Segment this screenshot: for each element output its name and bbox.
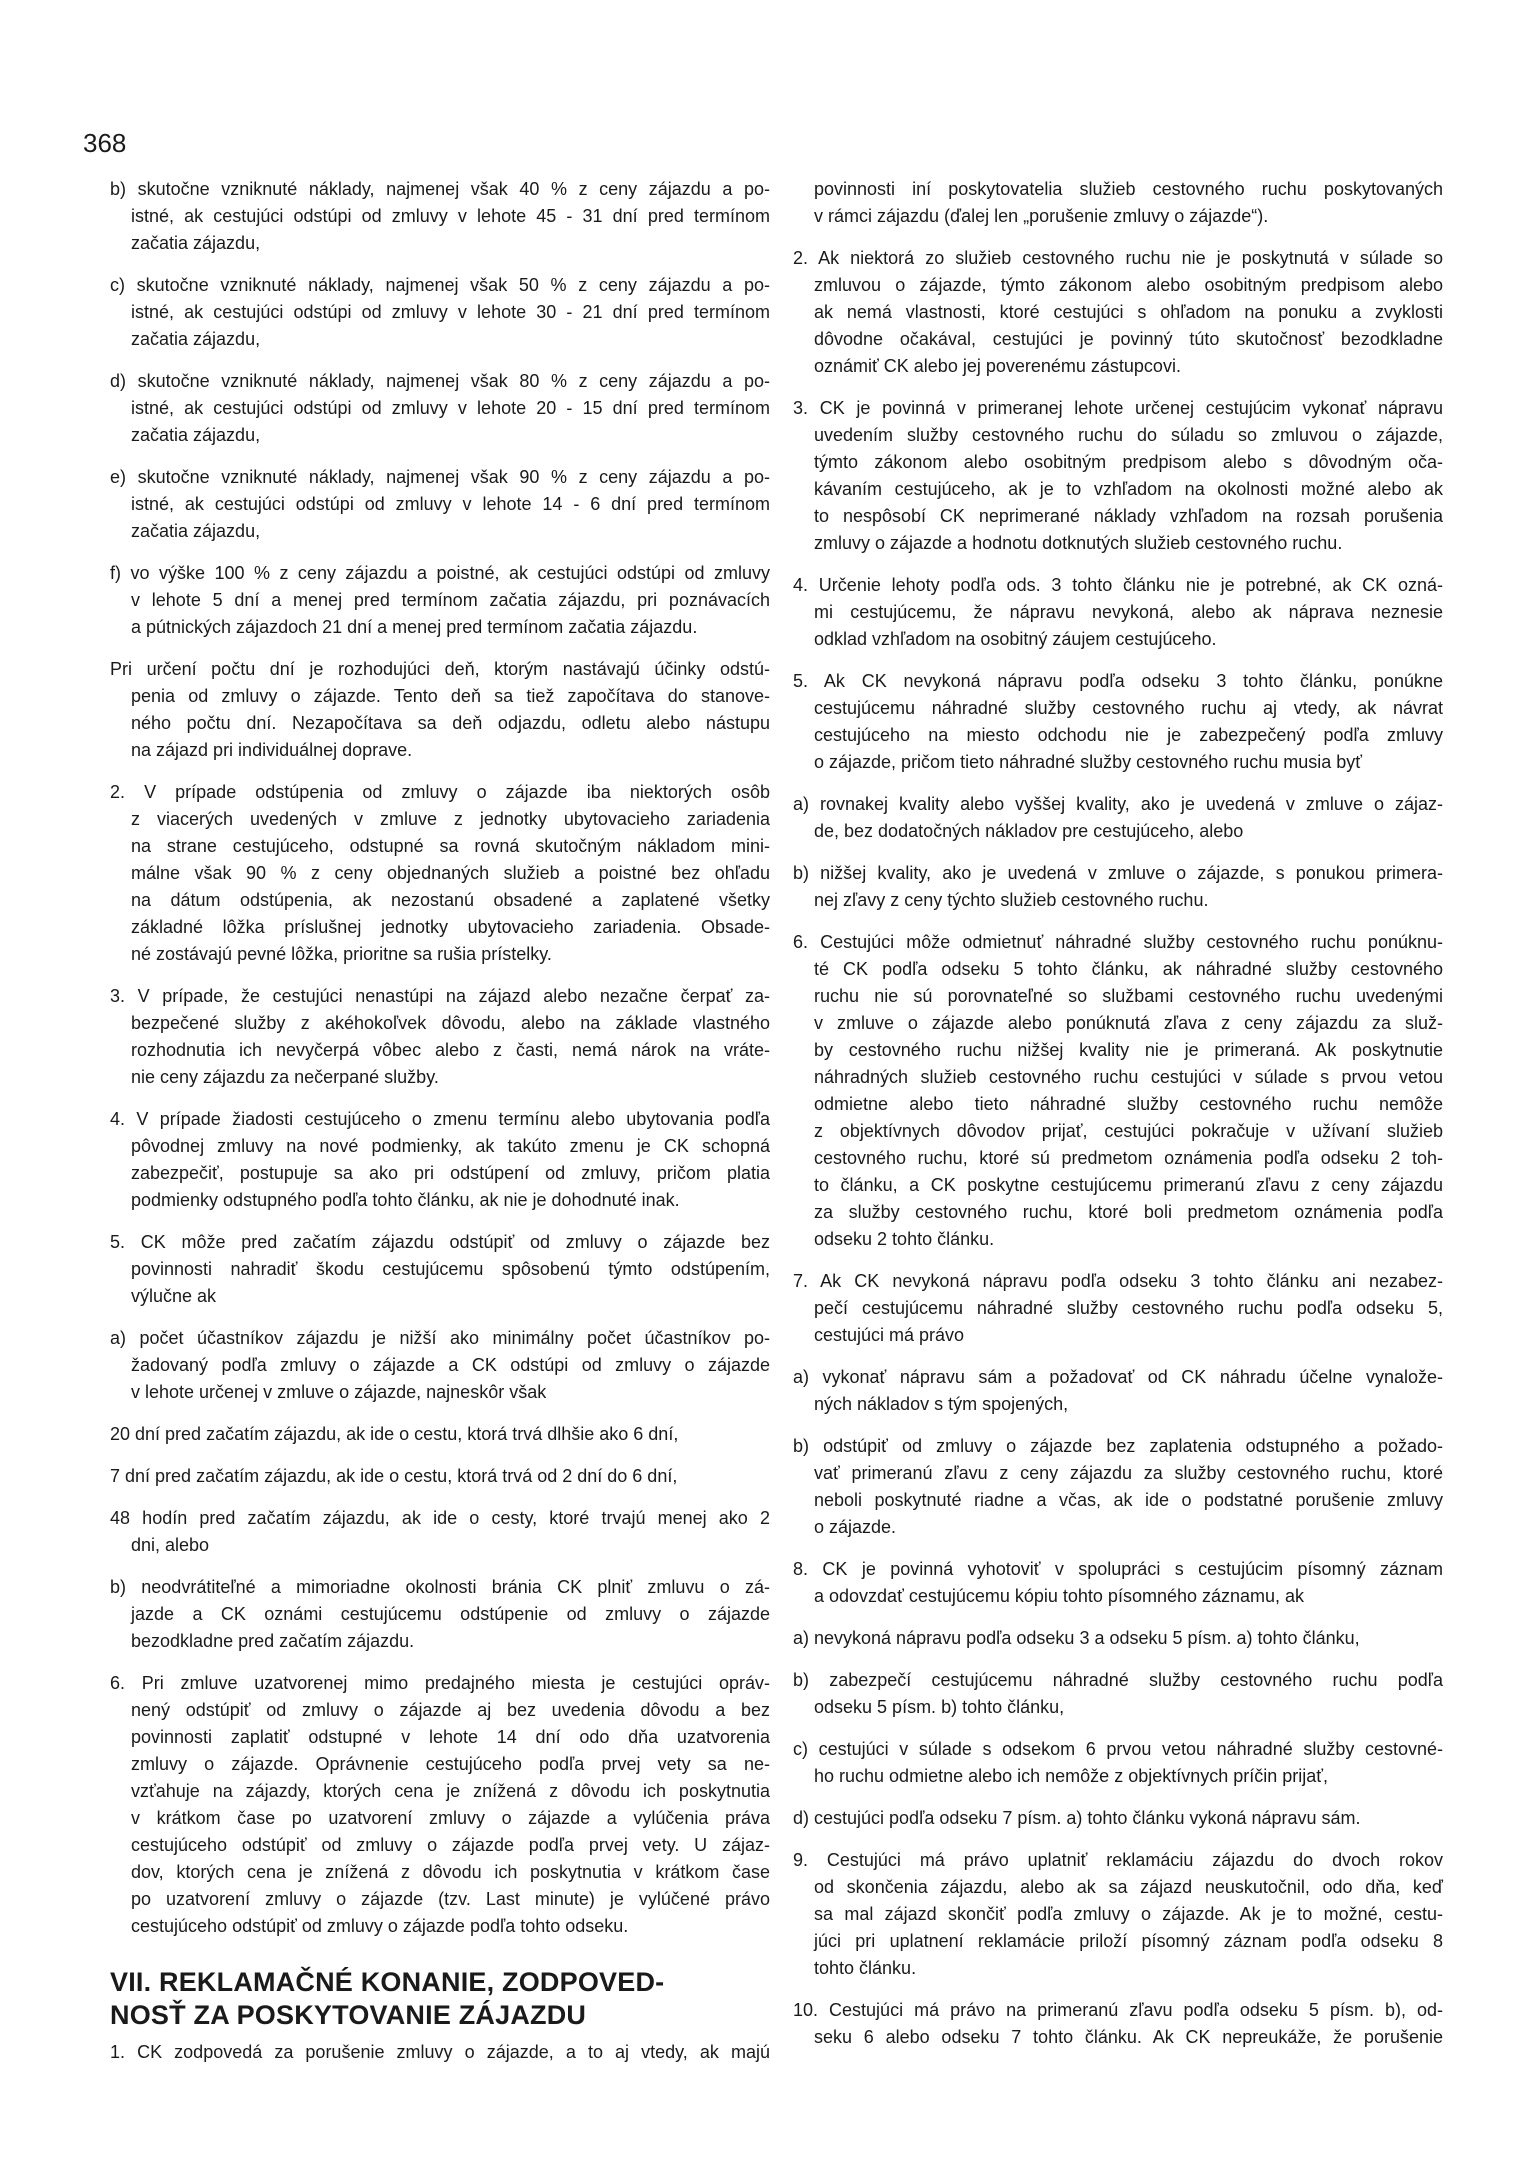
item-vii-4 (793, 572, 1443, 653)
text-line: d) cestujúci podľa odseku 7 písm. a) tohto článku vykoná nápravu sám. (793, 1808, 1361, 1828)
para-7-days (110, 1463, 770, 1490)
text-line: istné, ak cestujúci odstúpi od zmluvy v lehote 20 - 15 dní pred termínom (131, 398, 770, 418)
text-line: mi cestujúcemu, že nápravu nevykoná, alebo ak náprava neznesie (814, 602, 1443, 622)
text-line: istné, ak cestujúci odstúpi od zmluvy v lehote 45 - 31 dní pred termínom (131, 206, 770, 226)
text-line: b) neodvrátiteľné a mimoriadne okolnosti bránia CK plniť zmluvu o zá- (110, 1577, 770, 1597)
text-line: ných nákladov s tým spojených, (814, 1394, 1069, 1414)
text-line: istné, ak cestujúci odstúpi od zmluvy v lehote 30 - 21 dní pred termínom (131, 302, 770, 322)
text-line: 3. V prípade, že cestujúci nenastúpi na zájazd alebo nezačne čerpať za- (110, 986, 770, 1006)
text-line: tohto článku. (814, 1958, 917, 1978)
text-line: dov, ktorých cena je znížená z dôvodu ich poskytnutia v krátkom čase (131, 1862, 770, 1882)
text-line: bezodkladne pred začatím zájazdu. (131, 1631, 415, 1651)
text-line: istné, ak cestujúci odstúpi od zmluvy v lehote 14 - 6 dní pred termínom (131, 494, 770, 514)
text-line: povinnosti iní poskytovatelia služieb cestovného ruchu poskytovaných (814, 179, 1443, 199)
text-line: 6. Cestujúci môže odmietnuť náhradné služby cestovného ruchu ponúknu- (793, 932, 1443, 952)
text-line: c) cestujúci v súlade s odsekom 6 prvou vetou náhradné služby cestovné- (793, 1739, 1443, 1759)
para-20-days (110, 1421, 770, 1448)
text-line: z viacerých uvedených v zmluve z jednotky ubytovacieho zariadenia (131, 809, 770, 829)
para-vii-1-cont (793, 176, 1443, 230)
text-line: de, bez dodatočných nákladov pre cestujúceho, alebo (814, 821, 1244, 841)
text-line: ho ruchu odmietne alebo ich nemôže z objektívnych príčin prijať, (814, 1766, 1329, 1786)
text-line: d) skutočne vzniknuté náklady, najmenej však 80 % z ceny zájazdu a po- (110, 371, 770, 391)
text-line: Pri určení počtu dní je rozhodujúci deň, ktorým nastávajú účinky odstú- (110, 659, 770, 679)
text-line: e) skutočne vzniknuté náklady, najmenej však 90 % z ceny zájazdu a po- (110, 467, 770, 487)
text-line: 20 dní pred začatím zájazdu, ak ide o cestu, ktorá trvá dlhšie ako 6 dní, (110, 1424, 679, 1444)
text-line: v zmluve o zájazde alebo ponúknutá zľava z ceny zájazdu za služ- (814, 1013, 1443, 1033)
text-line: začatia zájazdu, (131, 521, 261, 541)
text-line: cestujúceho odstúpiť od zmluvy o zájazde podľa tohto odseku. (131, 1916, 629, 1936)
text-line: a) vykonať nápravu sám a požadovať od CK náhradu účelne vynalože- (793, 1367, 1443, 1387)
text-line: náhradných služieb cestovného ruchu cestujúci v súlade s prvou vetou (814, 1067, 1443, 1087)
text-line: základné lôžka príslušnej jednotky ubytovacieho zariadenia. Obsade- (131, 917, 770, 937)
text-line: nený odstúpiť od zmluvy o zájazde aj bez uvedenia dôvodu a bez (131, 1700, 770, 1720)
text-line: uvedením služby cestovného ruchu do súladu so zmluvou o zájazde, (814, 425, 1443, 445)
text-line: c) skutočne vzniknuté náklady, najmenej však 50 % z ceny zájazdu a po- (110, 275, 770, 295)
text-column-right (793, 176, 1443, 2066)
text-line: 1. CK zodpovedá za porušenie zmluvy o zájazde, a to aj vtedy, ak majú (110, 2042, 770, 2062)
text-line: 4. V prípade žiadosti cestujúceho o zmenu termínu alebo ubytovania podľa (110, 1109, 770, 1129)
item-2 (110, 779, 770, 968)
text-line: cestujúceho na miesto odchodu nie je zabezpečený podľa zmluvy (814, 725, 1443, 745)
text-line: zabezpečiť, postupuje sa ako pri odstúpení od zmluvy, pričom platia (131, 1163, 770, 1183)
text-line: za služby cestovného ruchu, ktoré boli predmetom oznámenia podľa (814, 1202, 1443, 1222)
text-line: penia od zmluvy o zájazde. Tento deň sa tiež započítava do stanove- (131, 686, 770, 706)
text-line: 5. Ak CK nevykoná nápravu podľa odseku 3 tohto článku, ponúkne (793, 671, 1443, 691)
text-line: sa mal zájazd skončiť podľa zmluvy o zájazde. Ak je to možné, cestu- (814, 1904, 1443, 1924)
section-heading-line: VII. REKLAMAČNÉ KONANIE, ZODPOVED- (110, 1967, 665, 1997)
text-line: b) skutočne vzniknuté náklady, najmenej však 40 % z ceny zájazdu a po- (110, 179, 770, 199)
text-column-left (110, 176, 770, 2081)
text-line: 7. Ak CK nevykoná nápravu podľa odseku 3 tohto článku ani nezabez- (793, 1271, 1443, 1291)
text-line: v krátkom čase po uzatvorení zmluvy o zájazde a vylúčenia práva (131, 1808, 770, 1828)
text-line: vať primeranú zľavu z ceny zájazdu za služby cestovného ruchu, ktoré (814, 1463, 1443, 1483)
item-4 (110, 1106, 770, 1214)
item-vii-5b (793, 860, 1443, 914)
text-line: o zájazde, pričom tieto náhradné služby cestovného ruchu musia byť (814, 752, 1363, 772)
text-line: od skončenia zájazdu, alebo ak sa zájazd neuskutočnil, odo dňa, keď (814, 1877, 1443, 1897)
text-line: a) počet účastníkov zájazdu je nižší ako minimálny počet účastníkov po- (110, 1328, 770, 1348)
text-line: po uzatvorení zmluvy o zájazde (tzv. Last minute) je vylúčené právo (131, 1889, 770, 1909)
item-d (110, 368, 770, 449)
text-line: povinnosti zaplatiť odstupné v lehote 14 dní odo dňa uzatvorenia (131, 1727, 770, 1747)
text-line: kávaním cestujúceho, ak je to vzhľadom na okolnosti možné alebo ak (814, 479, 1443, 499)
text-line: o zájazde. (814, 1517, 897, 1537)
item-5a (110, 1325, 770, 1406)
text-line: začatia zájazdu, (131, 425, 261, 445)
text-line: výlučne ak (131, 1286, 217, 1306)
text-line: dôvodne očakával, cestujúci je povinný túto skutočnosť bezodkladne (814, 329, 1443, 349)
item-vii-8 (793, 1556, 1443, 1610)
text-line: a odovzdať cestujúcemu kópiu tohto písomného záznamu, ak (814, 1586, 1305, 1606)
text-line: pečí cestujúcemu náhradné služby cestovného ruchu podľa odseku 5, (814, 1298, 1443, 1318)
text-line: z objektívnych dôvodov prijať, cestujúci pokračuje v užívaní služieb (814, 1121, 1443, 1141)
item-6 (110, 1670, 770, 1940)
text-line: a) nevykoná nápravu podľa odseku 3 a odseku 5 písm. a) tohto článku, (793, 1628, 1360, 1648)
item-vii-1 (110, 2039, 770, 2066)
text-line: ného počtu dní. Nezapočítava sa deň odjazdu, odletu alebo nástupu (131, 713, 770, 733)
text-line: ak nemá vlastnosti, ktoré cestujúci s ohľadom na ponuku a zvyklosti (814, 302, 1443, 322)
text-line: f) vo výške 100 % z ceny zájazdu a poistné, ak cestujúci odstúpi od zmluvy (110, 563, 770, 583)
text-line: povinnosti nahradiť škodu cestujúcemu spôsobenú týmto odstúpením, (131, 1259, 770, 1279)
text-line: 5. CK môže pred začatím zájazdu odstúpiť od zmluvy o zájazde bez (110, 1232, 770, 1252)
text-line: málne však 90 % z ceny objednaných služieb a poistné bez ohľadu (131, 863, 770, 883)
text-line: vzťahuje na zájazdy, ktorých cena je znížená z dôvodu ich poskytnutia (131, 1781, 770, 1801)
item-e (110, 464, 770, 545)
text-line: začatia zájazdu, (131, 329, 261, 349)
text-line: 4. Určenie lehoty podľa ods. 3 tohto článku nie je potrebné, ak CK ozná- (793, 575, 1443, 595)
para-48-hours (110, 1505, 770, 1559)
text-line: cestujúci má právo (814, 1325, 965, 1345)
item-vii-6 (793, 929, 1443, 1253)
item-5 (110, 1229, 770, 1310)
text-line: na strane cestujúceho, odstupné sa rovná skutočným nákladom mini- (131, 836, 770, 856)
section-heading-vii (110, 1966, 770, 2032)
text-line: pôvodnej zmluvy na nové podmienky, ak takúto zmenu je CK schopná (131, 1136, 770, 1156)
item-vii-8a (793, 1625, 1443, 1652)
text-line: oznámiť CK alebo jej poverenému zástupcovi. (814, 356, 1181, 376)
text-line: v lehote určenej v zmluve o zájazde, najneskôr však (131, 1382, 547, 1402)
item-vii-8c (793, 1736, 1443, 1790)
text-line: odseku 5 písm. b) tohto článku, (814, 1697, 1065, 1717)
item-vii-10 (793, 1997, 1443, 2051)
text-line: v lehote 5 dní a menej pred termínom začatia zájazdu, pri poznávacích (131, 590, 770, 610)
item-vii-3 (793, 395, 1443, 557)
item-vii-7 (793, 1268, 1443, 1349)
para-day-counting (110, 656, 770, 764)
text-line: žadovaný podľa zmluvy o zájazde a CK odstúpi od zmluvy o zájazde (131, 1355, 770, 1375)
text-line: začatia zájazdu, (131, 233, 261, 253)
section-heading-line: NOSŤ ZA POSKYTOVANIE ZÁJAZDU (110, 2000, 587, 2030)
text-line: né zostávajú pevné lôžka, prioritne sa rušia prístelky. (131, 944, 552, 964)
text-line: b) zabezpečí cestujúcemu náhradné služby cestovného ruchu podľa (793, 1670, 1443, 1690)
text-line: týmto zákonom alebo osobitným predpisom alebo s dôvodným oča- (814, 452, 1443, 472)
text-line: odseku 2 tohto článku. (814, 1229, 995, 1249)
item-vii-5 (793, 668, 1443, 776)
text-line: by cestovného ruchu nižšej kvality nie je primeraná. Ak poskytnutie (814, 1040, 1443, 1060)
text-line: 9. Cestujúci má právo uplatniť reklamáciu zájazdu do dvoch rokov (793, 1850, 1443, 1870)
text-line: to článku, a CK poskytne cestujúcemu primeranú zľavu z ceny zájazdu (814, 1175, 1443, 1195)
text-line: neboli poskytnuté riadne a včas, ak ide o podstatné porušenie zmluvy (814, 1490, 1443, 1510)
item-vii-2 (793, 245, 1443, 380)
text-line: nej zľavy z ceny týchto služieb cestovného ruchu. (814, 890, 1209, 910)
text-line: dni, alebo (131, 1535, 210, 1555)
text-line: ruchu nie sú porovnateľné so službami cestovného ruchu uvedenými (814, 986, 1443, 1006)
text-line: 6. Pri zmluve uzatvorenej mimo predajného miesta je cestujúci opráv- (110, 1673, 770, 1693)
text-line: 48 hodín pred začatím zájazdu, ak ide o cesty, ktoré trvajú menej ako 2 (110, 1508, 770, 1528)
text-line: nie ceny zájazdu za nečerpané služby. (131, 1067, 439, 1087)
text-line: zmluvy o zájazde a hodnotu dotknutých služieb cestovného ruchu. (814, 533, 1343, 553)
text-line: odmietne alebo tieto náhradné služby cestovného ruchu nemôže (814, 1094, 1443, 1114)
text-line: jazde a CK oznámi cestujúcemu odstúpenie od zmluvy o zájazde (131, 1604, 770, 1624)
text-line: 2. V prípade odstúpenia od zmluvy o zájazde iba niektorých osôb (110, 782, 770, 802)
item-vii-8b (793, 1667, 1443, 1721)
text-line: a) rovnakej kvality alebo vyššej kvality, ako je uvedená v zmluve o zájaz- (793, 794, 1443, 814)
item-5b (110, 1574, 770, 1655)
text-line: cestovného ruchu, ktoré sú predmetom oznámenia podľa odseku 2 toh- (814, 1148, 1443, 1168)
item-vii-8d (793, 1805, 1443, 1832)
item-vii-7a (793, 1364, 1443, 1418)
text-line: 8. CK je povinná vyhotoviť v spolupráci s cestujúcim písomný záznam (793, 1559, 1443, 1579)
text-line: 2. Ak niektorá zo služieb cestovného ruchu nie je poskytnutá v súlade so (793, 248, 1443, 268)
item-b (110, 176, 770, 257)
text-line: cestujúceho odstúpiť od zmluvy o zájazde podľa prvej vety. U zájaz- (131, 1835, 770, 1855)
text-line: na dátum odstúpenia, ak nezostanú obsadené a zaplatené všetky (131, 890, 770, 910)
text-line: odklad vzhľadom na osobitný záujem cestujúceho. (814, 629, 1217, 649)
text-line: júci pri uplatnení reklamácie priloží písomný záznam podľa odseku 8 (814, 1931, 1443, 1951)
item-c (110, 272, 770, 353)
text-line: podmienky odstupného podľa tohto článku, ak nie je dohodnuté inak. (131, 1190, 680, 1210)
text-line: na zájazd pri individuálnej doprave. (131, 740, 413, 760)
item-3 (110, 983, 770, 1091)
item-vii-7b (793, 1433, 1443, 1541)
text-line: seku 6 alebo odseku 7 tohto článku. Ak CK nepreukáže, že porušenie (814, 2027, 1443, 2047)
text-line: 10. Cestujúci má právo na primeranú zľavu podľa odseku 5 písm. b), od- (793, 2000, 1443, 2020)
text-line: 3. CK je povinná v primeranej lehote určenej cestujúcim vykonať nápravu (793, 398, 1443, 418)
text-line: zmluvou o zájazde, týmto zákonom alebo osobitným predpisom alebo (814, 275, 1443, 295)
text-line: v rámci zájazdu (ďalej len „porušenie zmluvy o zájazde“). (814, 206, 1269, 226)
text-line: bezpečené služby z akéhokoľvek dôvodu, alebo na základe vlastného (131, 1013, 770, 1033)
text-line: té CK podľa odseku 5 tohto článku, ak náhradné služby cestovného (814, 959, 1443, 979)
item-vii-5a (793, 791, 1443, 845)
text-line: zmluvy o zájazde. Oprávnenie cestujúceho podľa prvej vety sa ne- (131, 1754, 770, 1774)
text-line: b) nižšej kvality, ako je uvedená v zmluve o zájazde, s ponukou primera- (793, 863, 1443, 883)
text-line: to nespôsobí CK neprimerané náklady vzhľadom na rozsah porušenia (814, 506, 1443, 526)
text-line: cestujúcemu náhradné služby cestovného ruchu aj vtedy, ak návrat (814, 698, 1443, 718)
text-line: b) odstúpiť od zmluvy o zájazde bez zaplatenia odstupného a požado- (793, 1436, 1443, 1456)
text-line: 7 dní pred začatím zájazdu, ak ide o cestu, ktorá trvá od 2 dní do 6 dní, (110, 1466, 678, 1486)
page-number: 368 (83, 128, 127, 158)
text-line: a pútnických zájazdoch 21 dní a menej pred termínom začatia zájazdu. (131, 617, 698, 637)
text-line: rozhodnutia ich nevyčerpá vôbec alebo z časti, nemá nárok na vráte- (131, 1040, 770, 1060)
item-f (110, 560, 770, 641)
item-vii-9 (793, 1847, 1443, 1982)
